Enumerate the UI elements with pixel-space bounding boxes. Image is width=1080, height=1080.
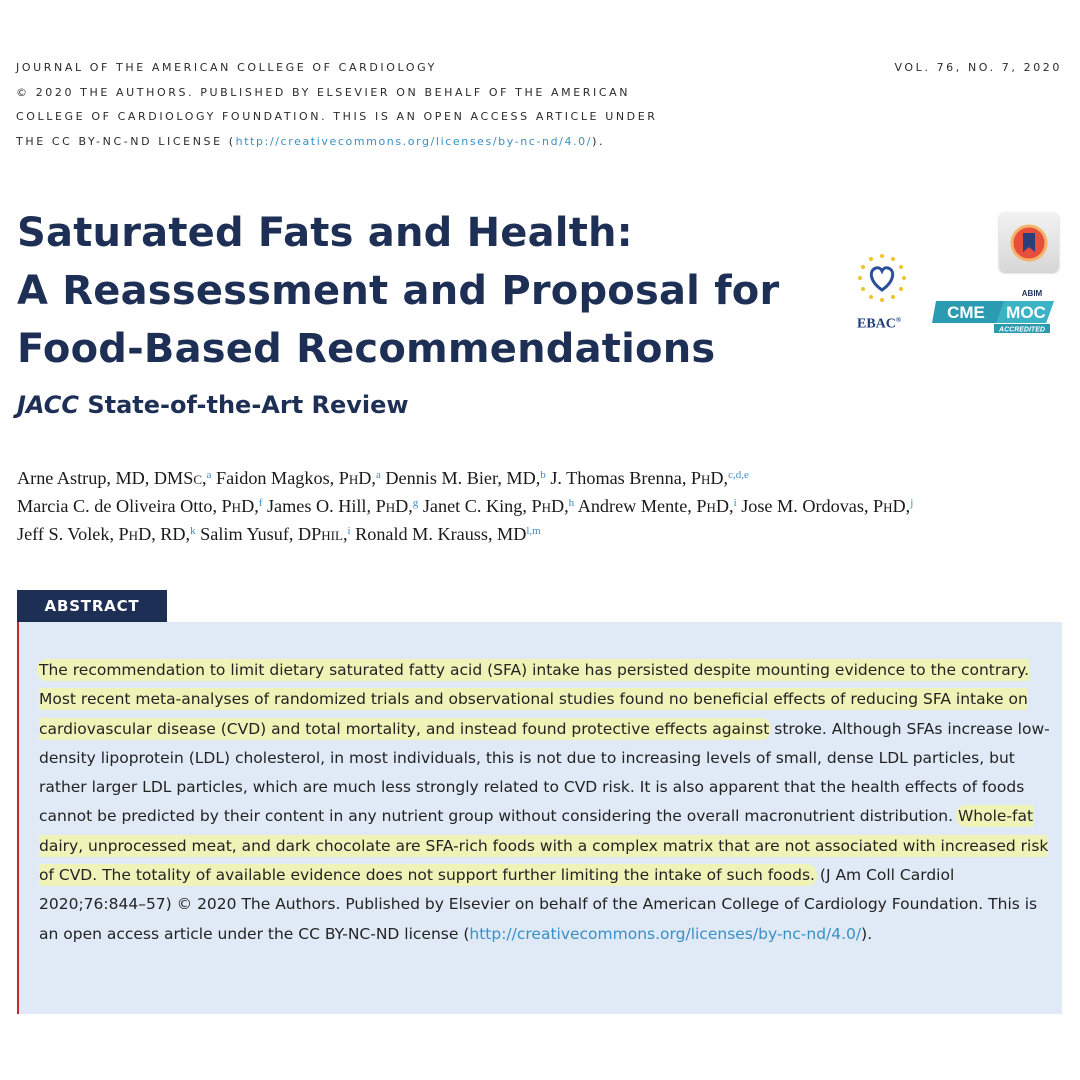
moc-text: MOC	[1006, 303, 1046, 322]
author-affiliation: h	[568, 497, 575, 509]
author-affiliation: g	[412, 497, 419, 509]
title-line-2: A Reassessment and Proposal for	[17, 268, 780, 314]
author-name: Arne Astrup, MD, DMSc,	[17, 468, 207, 488]
license-link[interactable]: http://creativecommons.org/licenses/by-nc-nd/4.0/	[235, 134, 593, 148]
author-name: James O. Hill, PhD,	[266, 496, 413, 516]
author-affiliation: k	[190, 525, 196, 537]
author-name: Jeff S. Volek, PhD, RD,	[17, 524, 191, 544]
author-affiliation: f	[258, 497, 263, 509]
volume-info: VOL. 76, NO. 7, 2020	[894, 61, 1062, 74]
abstract-citation: (J Am Coll Cardiol 2020;76:844–57) © 2020 The Authors. Published by Elsevier on behalf of the American College of Cardiology Foundation. This is an open access article under the CC BY-NC-ND license (	[39, 866, 1038, 943]
author-affiliation: i	[733, 497, 737, 509]
ebac-logo	[851, 250, 913, 336]
highlighted-passage-2: Whole-fat dairy, unprocessed meat, and dark chocolate are SFA-rich foods with a complex matrix that are not associated with increased risk of CVD. The totality of available evidence does not support further limiting the intake of such foods.	[39, 807, 1049, 885]
title-line-1: Saturated Fats and Health:	[17, 210, 633, 256]
author-affiliation: a	[206, 469, 212, 481]
author-name: Dennis M. Bier, MD,	[385, 468, 541, 488]
journal-name: JOURNAL OF THE AMERICAN COLLEGE OF CARDIOLOGY	[16, 61, 437, 74]
author-affiliation: a	[375, 469, 381, 481]
author-name: Jose M. Ordovas, PhD,	[741, 496, 911, 516]
author-name: J. Thomas Brenna, PhD,	[550, 468, 729, 488]
ebac-text: EBAC	[857, 316, 896, 332]
subtitle-type: State-of-the-Art Review	[79, 391, 409, 419]
abstract-body: stroke. Although SFAs increase low-density lipoprotein (LDL) cholesterol, in most individuals, this is not due to increasing levels of small, dense LDL particles, but rather larger LDL particles, which are much less strongly related to CVD risk. It is also apparent that the health effects of foods cannot be predicted by their content in any nutrient group without considering the overall macronutrient distribution.	[39, 719, 1050, 826]
subtitle-journal: JACC	[17, 391, 79, 419]
article-subtitle	[17, 391, 409, 419]
cme-text: CME	[947, 303, 985, 322]
copyright-line-1: © 2020 THE AUTHORS. PUBLISHED BY ELSEVIER ON BEHALF OF THE AMERICAN	[16, 85, 631, 99]
copyright-prefix: THE CC BY-NC-ND LICENSE (	[16, 134, 236, 148]
author-name: Faidon Magkos, PhD,	[215, 468, 376, 488]
author-list	[17, 464, 1072, 548]
author-affiliation: i	[347, 525, 351, 537]
copyright-line-3	[16, 130, 1066, 155]
copyright-line-2: COLLEGE OF CARDIOLOGY FOUNDATION. THIS IS AN OPEN ACCESS ARTICLE UNDER	[16, 110, 658, 123]
article-title	[17, 204, 837, 378]
author-affiliation: b	[540, 469, 546, 481]
bookmark-icon[interactable]	[999, 212, 1059, 272]
ebac-registered-mark: ®	[895, 316, 902, 324]
title-line-3: Food-Based Recommendations	[17, 326, 716, 372]
author-name: Salim Yusuf, DPhil,	[200, 524, 348, 544]
author-affiliation: c,d,e	[728, 469, 749, 481]
accredited-text: ACCREDITED	[999, 326, 1045, 334]
ebac-label	[857, 316, 901, 333]
copyright-suffix: ).	[592, 134, 606, 148]
abim-text: ABIM	[1021, 289, 1043, 298]
author-name: Janet C. King, PhD,	[422, 496, 569, 516]
author-affiliation: j	[910, 497, 914, 509]
author-line-2	[17, 492, 1072, 520]
abstract-end: ).	[861, 924, 873, 943]
author-name: Ronald M. Krauss, MD	[355, 524, 527, 544]
abim-cme-moc-logo	[932, 283, 1058, 337]
author-name: Andrew Mente, PhD,	[577, 496, 734, 516]
author-affiliation: l,m	[526, 525, 541, 537]
author-name: Marcia C. de Oliveira Otto, PhD,	[17, 496, 259, 516]
abstract-license-link[interactable]: http://creativecommons.org/licenses/by-nc-nd/4.0/	[469, 924, 862, 943]
highlighted-passage-1: The recommendation to limit dietary saturated fatty acid (SFA) intake has persisted despite mounting evidence to the contrary. Most recent meta-analyses of randomized trials and observational studies found no beneficial effects of reducing SFA intake on cardiovascular disease (CVD) and total mortality, and instead found protective effects against	[39, 661, 1029, 738]
author-line-1	[17, 464, 1072, 492]
abstract-text	[39, 656, 1059, 949]
abstract-heading: ABSTRACT	[17, 590, 167, 622]
author-line-3	[17, 520, 1072, 548]
ebac-heart-icon	[851, 250, 913, 316]
